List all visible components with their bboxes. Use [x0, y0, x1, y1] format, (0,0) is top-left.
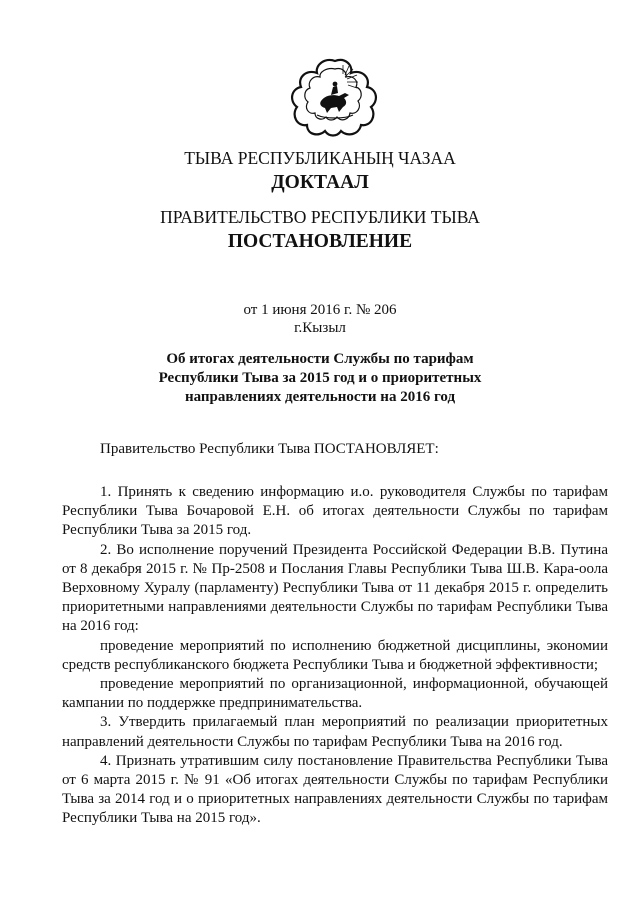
- resolution-body: [62, 483, 608, 829]
- title-line: направлениях деятельности на 2016 год: [184, 389, 456, 405]
- paragraph-2-item-2: проведение мероприятий по организационной, информационной, обучающей кампании по поддержке предпринимательства.: [62, 676, 608, 712]
- resolution-title: [0, 350, 640, 407]
- city: г.Кызыл: [294, 320, 346, 336]
- russian-government-title: ПРАВИТЕЛЬСТВО РЕСПУБЛИКИ ТЫВА: [160, 207, 480, 227]
- preamble: Правительство Республики Тыва ПОСТАНОВЛЯЕТ:: [100, 441, 439, 457]
- russian-doc-type: ПОСТАНОВЛЕНИЕ: [227, 231, 413, 252]
- paragraph-1: 1. Принять к сведению информацию и.о. руководителя Службы по тарифам Республики Тыва Бочаровой Е.Н. об итогах деятельности Службы по тарифам Республики Тыва за 2015 год.: [62, 484, 608, 539]
- paragraph-3: 3. Утвердить прилагаемый план мероприятий по реализации приоритетных направлений деятельности Службы по тарифам Республики Тыва на 2016 год.: [62, 714, 608, 750]
- title-line: Республики Тыва за 2015 год и о приоритетных: [158, 370, 482, 386]
- date-number: от 1 июня 2016 г. № 206: [243, 302, 397, 318]
- tuva-government-title: ТЫВА РЕСПУБЛИКАНЫҢ ЧАЗАА: [184, 148, 456, 168]
- tuva-doc-type: ДОКТААЛ: [271, 172, 369, 193]
- title-line: Об итогах деятельности Службы по тарифам: [166, 351, 474, 367]
- paragraph-4: 4. Признать утратившим силу постановление Правительства Республики Тыва от 6 марта 2015 г. № 91 «Об итогах деятельности Службы по тарифам Республики Тыва за 2014 год и о приоритетных направлениях деятельности Службы по тарифам Республики Тыва на 2015 год».: [62, 752, 608, 827]
- paragraph-2: 2. Во исполнение поручений Президента Российской Федерации В.В. Путина от 8 декабря 2015 г. № Пр-2508 и Послания Главы Республики Тыва Ш.В. Кара-оола Верховному Хуралу (парламенту) Республики Тыва от 11 декабря 2015 г. определить приоритетными направлениями деятельности Службы по тарифам Республики Тыва на 2016 год:: [62, 541, 608, 635]
- coat-of-arms-emblem-icon: [287, 55, 383, 137]
- paragraph-2-item-1: проведение мероприятий по исполнению бюджетной дисциплины, экономии средств республиканского бюджета Республики Тыва и бюджетной эффективности;: [62, 637, 608, 673]
